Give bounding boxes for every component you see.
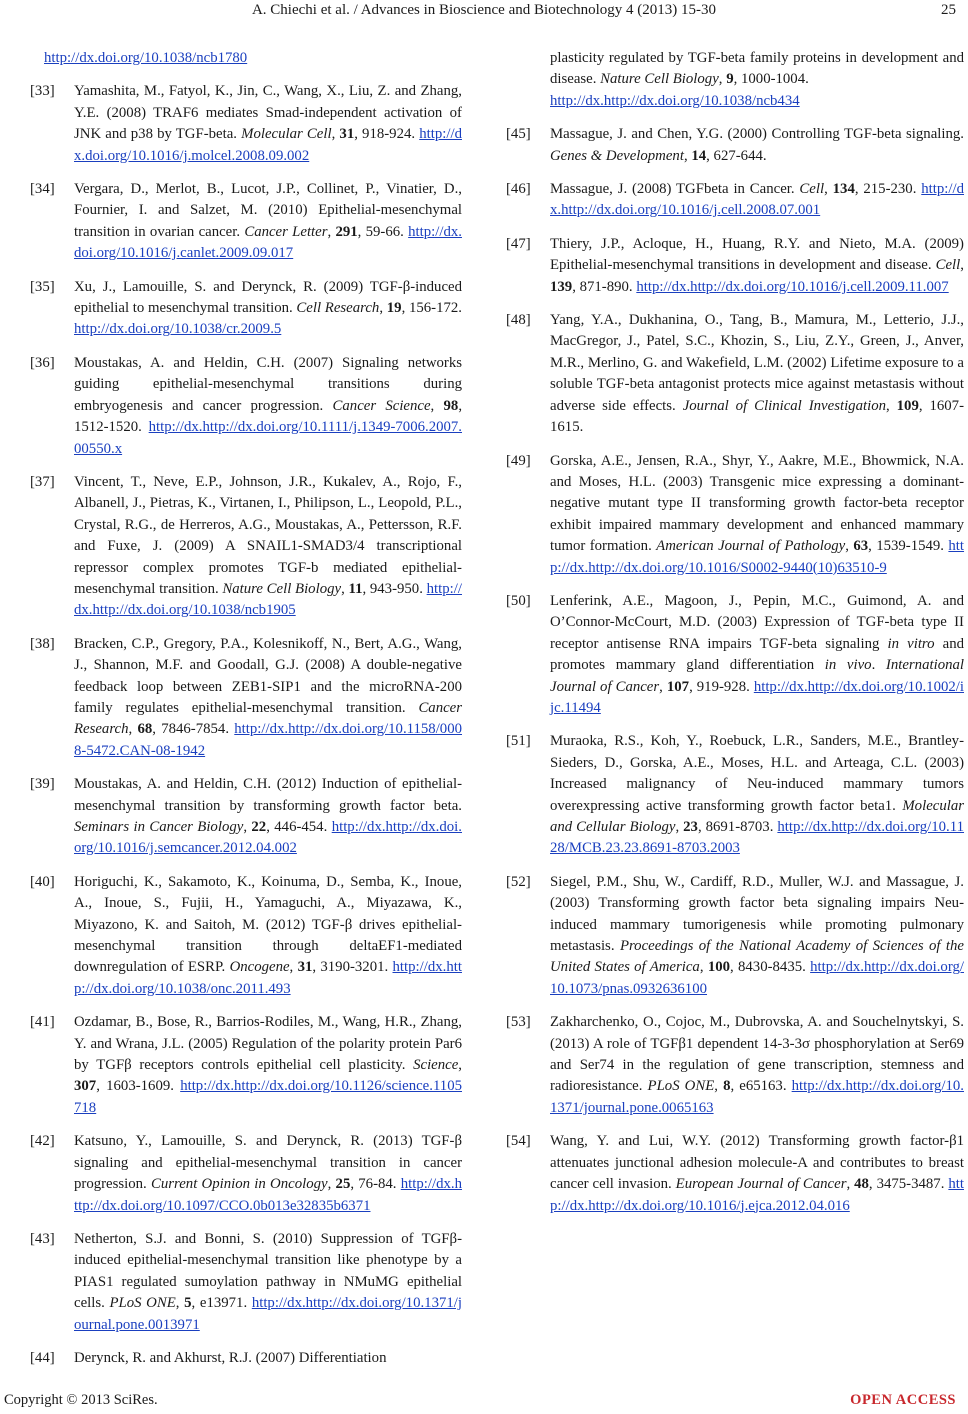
reference-number: [42] <box>30 1133 55 1150</box>
reference-number: [47] <box>506 235 531 252</box>
doi-link[interactable]: http://dx.http://dx.doi.org/10.1371/journal.pone.0065163 <box>550 1078 964 1116</box>
reference-text: Yamashita, M., Fatyol, K., Jin, C., Wang, X., Liu, Z. and Zhang, Y.E. (2008) TRAF6 mediates Smad-independent activation of JNK and p38 by TGF-beta. <box>74 83 462 143</box>
reference-list-left <box>30 81 462 1369</box>
reference-text: . <box>871 657 886 674</box>
reference-number: [38] <box>30 635 55 652</box>
doi-link[interactable]: http://dx.http://dx.doi.org/10.1111/j.1349-7006.2007.00550.x <box>74 419 462 457</box>
doi-link[interactable]: http://dx.http://dx.doi.org/10.1016/j.cell.2009.11.007 <box>636 278 949 295</box>
journal-name: American Journal of Pathology <box>656 538 846 555</box>
volume: 48 <box>854 1176 869 1193</box>
doi-link[interactable]: http://dx.http://dx.doi.org/10.1016/j.ejca.2012.04.016 <box>550 1176 964 1214</box>
reference-list-right <box>506 124 964 1217</box>
volume: 19 <box>386 300 402 317</box>
reference-item <box>30 872 462 1000</box>
right-column <box>506 48 964 1229</box>
pages: , 943-950. <box>362 580 423 597</box>
journal-name: Cancer Research <box>74 699 462 738</box>
journal-name: Cell <box>935 257 961 274</box>
reference-text: and promotes mammary gland differentiation <box>550 635 964 674</box>
reference-number: [39] <box>30 776 55 793</box>
volume: 23 <box>683 819 698 835</box>
doi-link[interactable]: http://dx.http://dx.doi.org/10.1126/science.1105718 <box>74 1078 462 1116</box>
doi-link[interactable]: http://dx.http://dx.doi.org/10.1038/ncb1905 <box>74 580 462 619</box>
journal-name: Cancer Science <box>332 397 431 414</box>
reference-number: [52] <box>506 873 531 890</box>
reference-item <box>30 81 462 167</box>
pages: , 1607-1615. <box>550 397 965 436</box>
pages: , 1539-1549. <box>868 538 945 555</box>
doi-link[interactable]: http://dx.doi.org/10.1016/j.canlet.2009.09.017 <box>74 223 462 262</box>
separator: , <box>960 257 964 274</box>
reference-item <box>506 451 964 579</box>
reference-number: [54] <box>506 1133 531 1150</box>
reference-item <box>506 872 964 1000</box>
reference-item <box>30 353 462 460</box>
doi-link[interactable]: http://dx.http://dx.doi.org/10.1158/0008-5472.CAN-08-1942 <box>74 721 462 759</box>
reference-text: Ozdamar, B., Bose, R., Barrios-Rodiles, M., Wang, H.R., Zhang, Y. and Wrana, J.L. (2005) Regulation of the polarity protein Par6 by TGFβ receptors controls epithelial cell plasticity. <box>74 1014 462 1074</box>
volume: 63 <box>853 538 869 555</box>
journal-name: Journal of Clinical Investigation <box>682 397 886 414</box>
doi-link[interactable]: http://dx.http://dx.doi.org/10.1016/S0002-9440(10)63510-9 <box>550 538 965 576</box>
reference-text: Bracken, C.P., Gregory, P.A., Kolesnikoff, N., Bert, A.G., Wang, J., Shannon, M.F. and Goodall, G.J. (2008) A double-negative feedback loop between ZEB1-SIP1 and the microRNA-200 family regulates epithelial-mesenchymal transition. <box>74 635 462 716</box>
reference-text: Zakharchenko, O., Cojoc, M., Dubrovska, A. and Souchelnytskyi, S. (2013) A role of TGFβ1 dependent 14-3-3σ phosphorylation at Ser69 and Ser74 in the regulation of gene transcription, stemness and radioresistance. <box>550 1014 964 1095</box>
reference-text: Lenferink, A.E., Magoon, J., Pepin, M.C., Guimond, A. and O’Connor-McCourt, M.D. (2003) Expression of TGF-beta type II receptor antisense RNA impairs TGF-beta signaling <box>550 592 964 652</box>
doi-link[interactable]: http://dx.http://dx.doi.org/10.1038/ncb434 <box>550 92 800 109</box>
pages: , 1603-1609. <box>96 1078 174 1095</box>
journal-name: Molecular and Cellular Biology <box>550 797 964 835</box>
doi-link[interactable]: http://dx.doi.org/10.1016/j.molcel.2008.09.002 <box>74 126 462 164</box>
running-title: A. Chiechi et al. / Advances in Bioscience and Biotechnology 4 (2013) 15-30 <box>251 2 717 18</box>
separator: , <box>128 721 138 738</box>
reference-number: [44] <box>30 1349 55 1366</box>
reference-item <box>506 179 964 222</box>
pages: , 3475-3487. <box>868 1176 945 1193</box>
reference-item <box>506 310 964 438</box>
journal-name: Genes & Development <box>550 147 684 164</box>
pages: , 8430-8435. <box>730 959 806 976</box>
reference-text: plasticity regulated by TGF-beta family proteins in development and disease. <box>550 50 964 88</box>
reference-number: [45] <box>506 126 531 143</box>
doi-link[interactable]: http://dx.http://dx.doi.org/10.1016/j.cell.2008.07.001 <box>550 181 965 219</box>
pages: , 215-230. <box>854 181 917 198</box>
separator: , <box>824 181 833 198</box>
doi-link[interactable]: http://dx.http://dx.doi.org/10.1073/pnas.0932636100 <box>550 959 964 997</box>
separator: , <box>430 397 444 414</box>
separator: , <box>327 223 336 240</box>
pages: , 59-66. <box>357 223 404 240</box>
reference-item <box>506 731 964 859</box>
separator: , <box>331 126 340 143</box>
reference-text: Wang, Y. and Lui, W.Y. (2012) Transforming growth factor-β1 attenuates junctional adhesion molecule-A and contributes to breast cancer cell invasion. <box>550 1133 964 1193</box>
separator: , <box>845 538 854 555</box>
pages: , e13971. <box>191 1295 248 1312</box>
reference-number: [34] <box>30 181 55 198</box>
reference-number: [41] <box>30 1014 55 1031</box>
reference-text: Gorska, A.E., Jensen, R.A., Shyr, Y., Aakre, M.E., Bhowmick, N.A. and Moses, H.L. (2003) Transgenic mice expressing a dominant-negative mutant type II transforming growth factor-beta receptor exhibit impaired mammary development and enhanced mammary tumor formation. <box>550 452 964 555</box>
volume: 14 <box>691 147 707 164</box>
pages: , 7846-7854. <box>152 721 230 738</box>
page-number: 25 <box>941 2 956 18</box>
separator: , <box>341 580 349 597</box>
volume: 107 <box>666 678 690 695</box>
reference-number: [33] <box>30 83 55 100</box>
reference-text: Thiery, J.P., Acloque, H., Huang, R.Y. and Nieto, M.A. (2009) Epithelial-mesenchymal transitions in development and disease. <box>550 235 964 274</box>
volume: 307 <box>74 1078 97 1095</box>
doi-link[interactable]: http://dx.http://dx.doi.org/10.1016/j.semcancer.2012.04.002 <box>74 819 462 857</box>
pages: , 1512-1520. <box>74 397 463 436</box>
reference-text: Vincent, T., Neve, E.P., Johnson, J.R., Kukalev, A., Rojo, F., Albanell, J., Pietras, K., Virtanen, I., Philipson, L., Leopold, P.L., Crystal, R.G., de Herreros, A.G., Moustakas, A., Pettersson, R.F. and Fuxe, J. (2009) A SNAIL1-SMAD3/4 transcriptional repressor complex promotes TGF-b mediated epithelial-mesenchymal transition. <box>74 473 462 597</box>
reference-text: Muraoka, R.S., Koh, Y., Roebuck, L.R., Sanders, M.E., Brantley-Sieders, D., Gorska, A.E., Moses, H.L. and Arteaga, C.L. (2003) Increased malignancy of Neu-induced mammary tumors overexpressing active transforming growth factor beta1. <box>550 733 964 814</box>
volume: 22 <box>251 819 267 835</box>
journal-name: Proceedings of the National Academy of Sciences of the United States of America <box>550 938 964 976</box>
pages: , 8691-8703. <box>697 819 774 835</box>
reference-number: [49] <box>506 452 531 469</box>
journal-name: Seminars in Cancer Biology <box>74 819 244 835</box>
reference-item <box>30 774 462 860</box>
reference-item <box>506 124 964 167</box>
separator: , <box>289 959 298 976</box>
separator: , <box>243 819 252 835</box>
separator: , <box>458 1057 462 1074</box>
reference-text: Moustakas, A. and Heldin, C.H. (2007) Signaling networks guiding epithelial-mesenchymal transitions during embryogenesis and cancer progression. <box>74 354 462 414</box>
journal-name: Molecular Cell <box>241 126 332 143</box>
pages: , e65163. <box>730 1078 787 1095</box>
reference-number: [43] <box>30 1230 55 1247</box>
volume: 8 <box>723 1078 731 1095</box>
doi-link[interactable]: http://dx.doi.org/10.1038/ncb1780 <box>44 50 248 66</box>
italic-term: in vitro <box>887 635 935 652</box>
journal-name: Cancer Letter <box>244 223 328 240</box>
journal-name: Nature Cell Biology <box>600 71 719 88</box>
doi-link[interactable]: http://dx.doi.org/10.1038/cr.2009.5 <box>74 321 282 338</box>
reference-item <box>506 234 964 298</box>
reference-number: [37] <box>30 473 55 490</box>
reference-number: [48] <box>506 312 531 329</box>
reference-text: Horiguchi, K., Sakamoto, K., Koinuma, D., Semba, K., Inoue, A., Inoue, S., Fujii, H., Yamaguchi, A., Miyazawa, K., Miyazono, K. and Saitoh, M. (2012) TGF-β drives epithelial-mesenchymal transition through deltaEF1-mediated downregulation of ESRP. <box>74 873 462 976</box>
volume: 134 <box>832 181 855 198</box>
reference-item <box>30 634 462 762</box>
reference-number: [51] <box>506 733 531 750</box>
reference-item <box>506 1012 964 1119</box>
journal-name: PLoS ONE <box>109 1295 176 1312</box>
pages: , 156-172. <box>401 300 463 317</box>
volume: 5 <box>184 1295 192 1312</box>
reference-item <box>30 1229 462 1336</box>
pages: , 919-928. <box>689 678 750 695</box>
reference-item <box>30 179 462 265</box>
separator: , <box>675 819 684 835</box>
reference-text: Yang, Y.A., Dukhanina, O., Tang, B., Mamura, M., Letterio, J.J., MacGregor, J., Patel, S.C., Khozin, S., Liu, Z.Y., Green, J., Anver, M.R., Merlino, G. and Wakefield, L.M. (2002) Lifetime exposure to a soluble TGF-beta antagonist protects mice against metastasis without adverse side effects. <box>550 312 964 414</box>
volume: 291 <box>335 223 358 240</box>
volume: 98 <box>443 397 459 414</box>
volume: 11 <box>348 580 363 597</box>
reference-text: Xu, J., Lamouille, S. and Derynck, R. (2009) TGF-β-induced epithelial to mesenchymal transition. <box>74 278 462 317</box>
reference-number: [53] <box>506 1014 531 1031</box>
reference-number: [35] <box>30 278 55 295</box>
separator: , <box>699 959 708 976</box>
reference-item <box>30 1131 462 1217</box>
volume: 68 <box>137 721 153 738</box>
doi-link[interactable]: http://dx.http://dx.doi.org/10.1128/MCB.23.23.8691-8703.2003 <box>550 819 965 857</box>
volume: 31 <box>297 959 313 976</box>
copyright-text: Copyright © 2013 SciRes. <box>4 1392 158 1408</box>
journal-name: Science <box>413 1057 459 1074</box>
reference-number: [50] <box>506 592 531 609</box>
volume: 100 <box>707 959 731 976</box>
reference-item <box>506 1131 964 1217</box>
separator: , <box>659 678 667 695</box>
reference-number: [36] <box>30 354 55 371</box>
reference-text: Vergara, D., Merlot, B., Lucot, J.P., Collinet, P., Vinatier, D., Fournier, I. and Salzet, M. (2010) Epithelial-mesenchymal transition in ovarian cancer. <box>74 181 462 240</box>
volume: 139 <box>550 278 573 295</box>
reference-item <box>30 1012 462 1119</box>
separator: , <box>683 147 692 164</box>
separator: , <box>714 1078 724 1095</box>
reference-text: Derynck, R. and Akhurst, R.J. (2007) Differentiation <box>74 1349 387 1366</box>
separator: , <box>886 397 897 414</box>
doi-link[interactable]: http://dx.http://dx.doi.org/10.1002/ijc.11494 <box>550 678 964 716</box>
reference-number: [46] <box>506 181 531 198</box>
italic-term: in vivo <box>824 657 872 674</box>
pages: , 3190-3201. <box>312 959 389 976</box>
reference-number: [40] <box>30 873 55 890</box>
volume: 109 <box>896 397 919 414</box>
journal-name: PLoS ONE <box>647 1078 715 1095</box>
doi-link[interactable]: http://dx.http://dx.doi.org/10.1097/CCO.0b013e32835b6371 <box>74 1176 463 1214</box>
reference-text: Massague, J. and Chen, Y.G. (2000) Controlling TGF-beta signaling. <box>550 126 964 143</box>
pages: , 1000-1004. <box>733 71 809 88</box>
pages: , 918-924. <box>354 126 416 143</box>
doi-link[interactable]: http://dx.http://dx.doi.org/10.1038/onc.2011.493 <box>74 959 462 997</box>
volume: 31 <box>339 126 355 143</box>
journal-name: European Journal of Cancer <box>675 1176 847 1193</box>
reference-text: Netherton, S.J. and Bonni, S. (2010) Suppression of TGFβ-induced epithelial-mesenchymal transition like phenotype by a PIAS1 regulated sumoylation pathway in NMuMG epithelial cells. <box>74 1230 462 1312</box>
reference-text: Katsuno, Y., Lamouille, S. and Derynck, R. (2013) TGF-β signaling and epithelial-mesenchymal transition in cancer progression. <box>74 1133 462 1193</box>
pages: , 76-84. <box>350 1176 397 1193</box>
pages: , 627-644. <box>706 147 767 164</box>
reference-item <box>30 277 462 341</box>
journal-name: Oncogene <box>229 959 290 976</box>
reference-item <box>30 472 462 622</box>
volume: 9 <box>726 71 734 88</box>
pages: , 871-890. <box>572 278 633 295</box>
reference-item <box>30 1348 462 1369</box>
reference-text: Siegel, P.M., Shu, W., Cardiff, R.D., Muller, W.J. and Massague, J. (2003) Transforming growth factor beta signaling impairs Neu-induced mammary tumorigenesis while promoting pulmonary metastasis. <box>550 873 964 955</box>
journal-name: Current Opinion in Oncology <box>151 1176 328 1193</box>
continued-reference: plasticity regulated by TGF-beta family proteins in development and disease. Nature Cell Biology, 9, 1000-1004. http://dx.http://dx.doi.org/10.1038/ncb434 <box>550 50 964 109</box>
journal-name: Nature Cell Biology <box>222 580 342 597</box>
left-column <box>30 48 462 1381</box>
reference-text: Massague, J. (2008) TGFbeta in Cancer. <box>550 181 800 198</box>
open-access-label: OPEN ACCESS <box>850 1392 956 1408</box>
reference-item <box>506 591 964 719</box>
journal-name: Cell Research <box>296 300 380 317</box>
separator: , <box>379 300 387 317</box>
separator: , <box>175 1295 185 1312</box>
journal-name: Cell <box>799 181 825 198</box>
continued-reference <box>30 48 462 69</box>
separator: , <box>327 1176 336 1193</box>
reference-text: Moustakas, A. and Heldin, C.H. (2012) Induction of epithelial-mesenchymal transition by transforming growth factor beta. <box>74 776 462 814</box>
volume: 25 <box>335 1176 351 1193</box>
journal-name: International Journal of Cancer <box>550 657 964 695</box>
doi-link[interactable]: http://dx.http://dx.doi.org/10.1371/journal.pone.0013971 <box>74 1295 462 1333</box>
separator: , <box>846 1176 855 1193</box>
pages: , 446-454. <box>266 819 328 835</box>
running-header <box>0 2 968 26</box>
